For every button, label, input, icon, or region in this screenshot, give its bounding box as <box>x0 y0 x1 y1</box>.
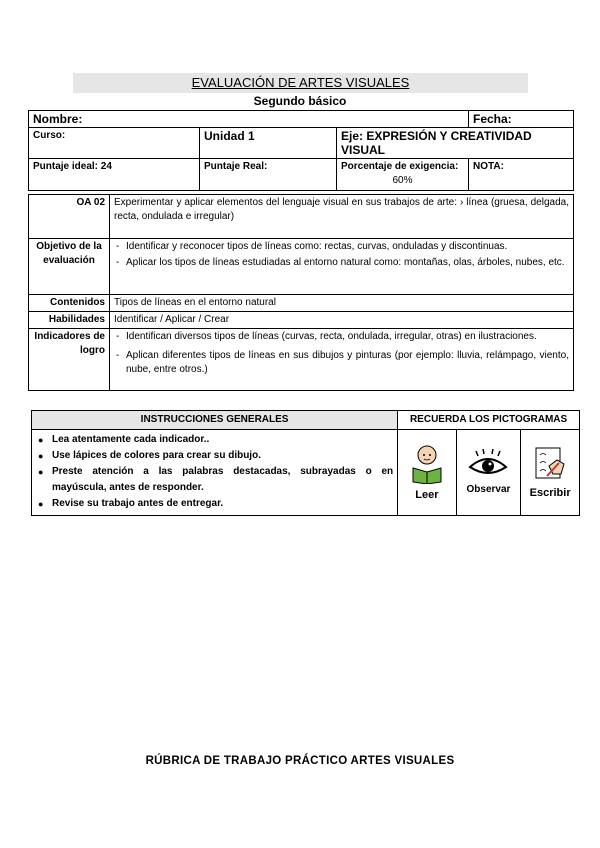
instructions-table <box>31 410 580 516</box>
list-item: - Identifican diversos tipos de líneas (curvas, recta, ondulada, irregular, otras) en ilustraciones. <box>126 330 569 344</box>
contenidos-label: Contenidos <box>29 295 110 312</box>
eye-icon <box>468 449 508 479</box>
indicadores-label: Indicadores de logro <box>29 329 110 391</box>
list-item: ● Revise su trabajo antes de entregar. <box>36 496 393 512</box>
objetivo-label: Objetivo de la evaluación <box>29 239 110 295</box>
leer-label: Leer <box>415 488 439 501</box>
writing-hand-icon <box>533 446 567 482</box>
list-item: ● Lea atentamente cada indicador.. <box>36 432 393 448</box>
reading-child-icon <box>410 444 444 484</box>
page-title: EVALUACIÓN DE ARTES VISUALES <box>73 73 528 93</box>
puntaje-real-field[interactable]: Puntaje Real: <box>200 159 337 191</box>
escribir-label: Escribir <box>529 486 571 499</box>
pictogram-leer <box>398 430 457 516</box>
instructions-list <box>36 432 393 512</box>
habilidades-label: Habilidades <box>29 312 110 329</box>
objectives-table <box>28 194 574 391</box>
objetivo-list <box>114 240 569 270</box>
porcentaje-label: Porcentaje de exigencia: <box>341 161 459 172</box>
fecha-field[interactable]: Fecha: <box>469 111 574 128</box>
instructions-header: INSTRUCCIONES GENERALES <box>32 411 398 430</box>
list-item: - Aplicar los tipos de líneas estudiadas al entorno natural como: montañas, olas, árboles, nubes, etc. <box>126 256 569 270</box>
indicadores-list <box>114 330 569 377</box>
oa-text: Experimentar y aplicar elementos del lenguaje visual en sus trabajos de arte: › línea (gruesa, delgada, recta, ondulada e irregular) <box>110 195 574 239</box>
list-item: - Aplican diferentes tipos de líneas en sus dibujos y pinturas (por ejemplo: lluvia, relámpago, viento, nube, entre otros.) <box>126 349 569 377</box>
habilidades-text: Identificar / Aplicar / Crear <box>110 312 574 329</box>
instructions-cell <box>32 430 398 516</box>
rubric-title: RÚBRICA DE TRABAJO PRÁCTICO ARTES VISUALES <box>145 755 455 767</box>
pictograms-header: RECUERDA LOS PICTOGRAMAS <box>398 411 580 430</box>
list-item: ● Use lápices de colores para crear su dibujo. <box>36 448 393 464</box>
list-item: ● Preste atención a las palabras destacadas, subrayadas o en mayúscula, antes de responder. <box>36 464 393 496</box>
pictogram-observar <box>456 430 521 516</box>
puntaje-ideal: Puntaje ideal: 24 <box>29 159 200 191</box>
eje-label: Eje: EXPRESIÓN Y CREATIVIDAD VISUAL <box>337 128 574 159</box>
oa-label: OA 02 <box>29 195 110 239</box>
porcentaje-value: 60% <box>392 175 413 186</box>
list-item: - Identificar y reconocer tipos de líneas como: rectas, curvas, onduladas y discontinuas. <box>126 240 569 254</box>
unidad-label: Unidad 1 <box>200 128 337 159</box>
student-info-table <box>28 110 574 191</box>
nota-field[interactable]: NOTA: <box>469 159 574 191</box>
observar-label: Observar <box>466 483 511 495</box>
page-subtitle: Segundo básico <box>253 94 347 108</box>
porcentaje-cell <box>337 159 469 191</box>
pictogram-escribir <box>521 430 580 516</box>
contenidos-text: Tipos de líneas en el entorno natural <box>110 295 574 312</box>
objetivo-cell <box>110 239 574 295</box>
curso-field[interactable]: Curso: <box>29 128 200 159</box>
nombre-field[interactable]: Nombre: <box>29 111 469 128</box>
indicadores-cell <box>110 329 574 391</box>
